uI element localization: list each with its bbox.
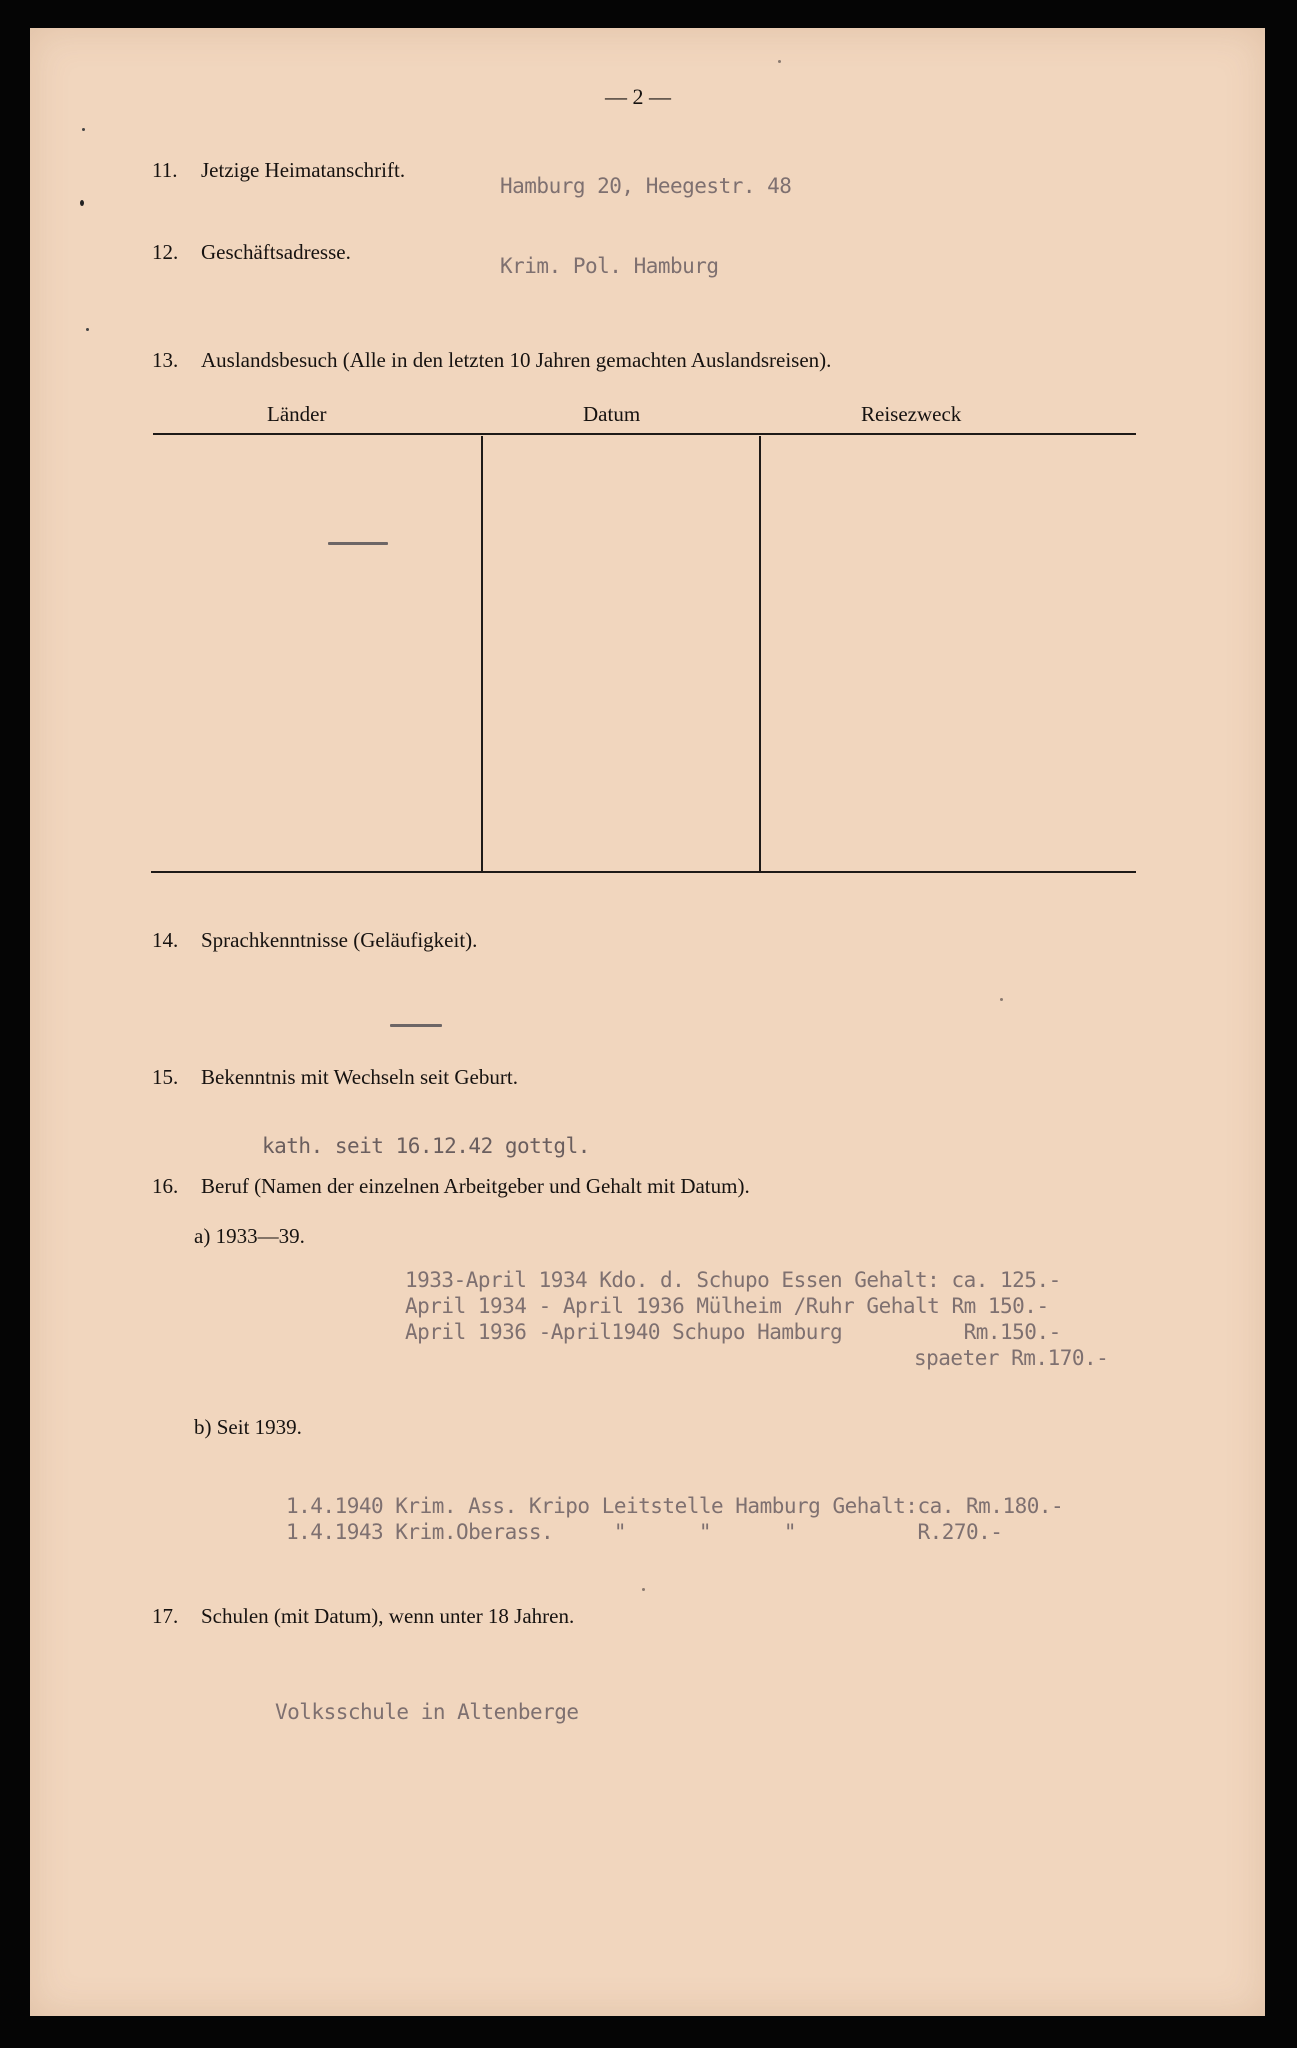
table-bottom-rule xyxy=(151,871,1136,873)
item-17-number: 17. xyxy=(152,1604,179,1628)
item-13-number: 13. xyxy=(152,348,179,372)
page-number: — 2 — xyxy=(605,84,671,109)
paper-speck xyxy=(82,128,85,131)
item-12-label: Geschäftsadresse. xyxy=(201,240,351,264)
paper-speck xyxy=(1000,998,1003,1001)
item-13-label: Auslandsbesuch (Alle in den letzten 10 Jahren gemachten Auslandsreisen). xyxy=(201,348,832,372)
item-16a-line-1: 1933-April 1934 Kdo. d. Schupo Essen Gehalt: ca. 125.- xyxy=(405,1268,1061,1292)
table-column-divider xyxy=(481,436,483,871)
item-16a-line-4: spaeter Rm.170.- xyxy=(914,1346,1109,1370)
item-17-label: Schulen (mit Datum), wenn unter 18 Jahren. xyxy=(201,1604,575,1628)
item-16a-label: a) 1933—39. xyxy=(194,1224,305,1248)
table-header-datum: Datum xyxy=(583,402,641,426)
item-16-label: Beruf (Namen der einzelnen Arbeitgeber und Gehalt mit Datum). xyxy=(201,1174,750,1198)
item-14-number: 14. xyxy=(152,928,179,952)
item-16b-line-2: 1.4.1943 Krim.Oberass. " " " R.270.- xyxy=(286,1520,1003,1544)
table-top-rule xyxy=(153,433,1136,435)
item-12-number: 12. xyxy=(152,240,179,264)
table-header-reisezweck: Reisezweck xyxy=(861,402,962,426)
item-15-answer: kath. seit 16.12.42 gottgl. xyxy=(262,1134,590,1158)
item-12-answer: Krim. Pol. Hamburg xyxy=(500,254,719,278)
item-16-number: 16. xyxy=(152,1174,179,1198)
item-16b-line-1: 1.4.1940 Krim. Ass. Kripo Leitstelle Hamburg Gehalt:ca. Rm.180.- xyxy=(286,1494,1064,1518)
table-column-divider xyxy=(759,436,761,871)
item-15-number: 15. xyxy=(152,1065,179,1089)
table-header-laender: Länder xyxy=(267,402,327,426)
item-16a-line-3: April 1936 -April1940 Schupo Hamburg Rm.150.- xyxy=(405,1320,1061,1344)
item-14-label: Sprachkenntnisse (Geläufigkeit). xyxy=(201,928,478,952)
table-laender-dash xyxy=(328,542,388,545)
item-11-number: 11. xyxy=(152,158,178,182)
item-16b-label: b) Seit 1939. xyxy=(194,1415,302,1439)
document-page xyxy=(30,28,1265,2016)
item-11-label: Jetzige Heimatanschrift. xyxy=(201,158,406,182)
item-14-answer-dash xyxy=(390,1024,442,1027)
paper-speck xyxy=(80,200,84,206)
paper-speck xyxy=(86,328,89,331)
paper-speck xyxy=(642,1588,645,1591)
item-17-answer: Volksschule in Altenberge xyxy=(275,1700,579,1724)
item-15-label: Bekenntnis mit Wechseln seit Geburt. xyxy=(201,1065,518,1089)
item-16a-line-2: April 1934 - April 1936 Mülheim /Ruhr Gehalt Rm 150.- xyxy=(405,1294,1049,1318)
paper-speck xyxy=(778,60,781,63)
item-11-answer: Hamburg 20, Heegestr. 48 xyxy=(500,174,792,198)
